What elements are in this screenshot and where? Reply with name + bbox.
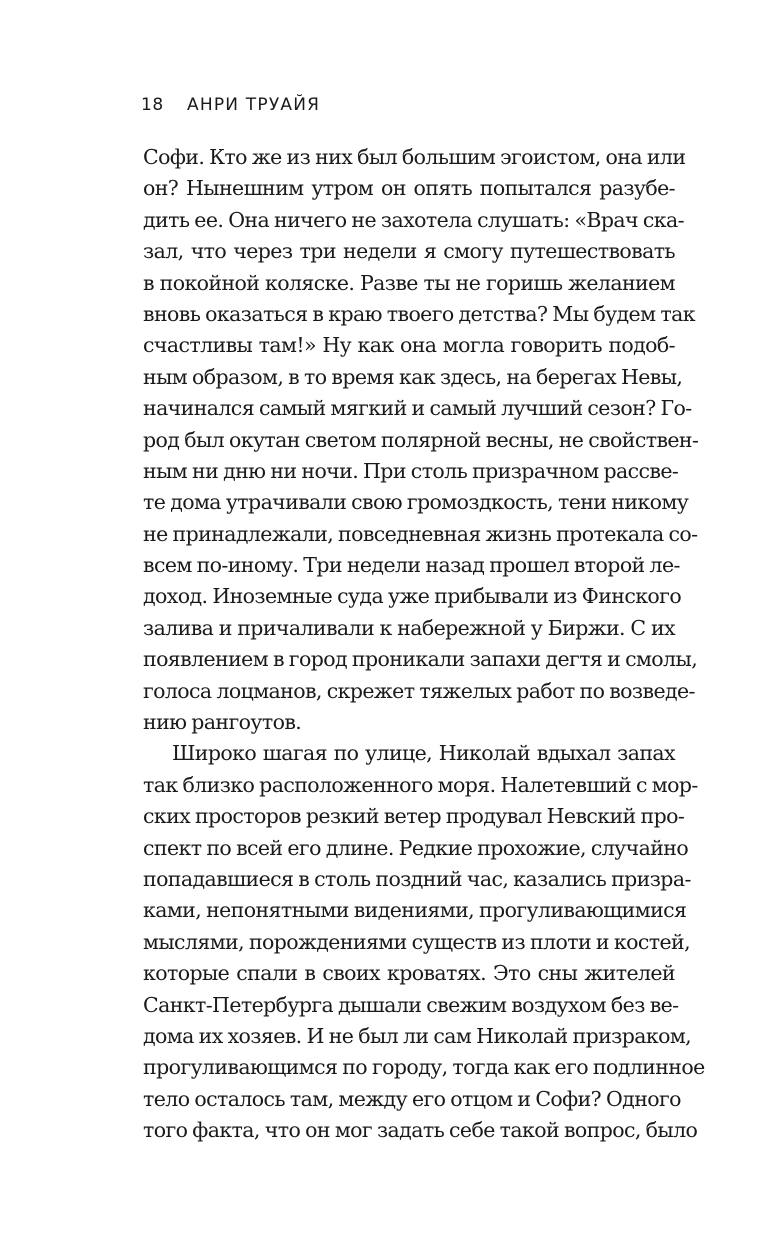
paragraph <box>143 738 705 1146</box>
text-line: дома их хозяев. И не был ли сам Николай призраком, <box>143 1023 692 1048</box>
text-line: ских просторов резкий ветер продувал Невский про- <box>143 804 685 829</box>
text-line: Широко шагая по улице, Николай вдыхал запах <box>172 741 675 766</box>
text-line: счастливы там!» Ну как она могла говорить подоб- <box>143 333 675 358</box>
text-line: ками, непонятными видениями, прогуливающимися <box>143 898 687 923</box>
text-line: тело осталось там, между его отцом и Софи? Одного <box>143 1086 681 1111</box>
author-name: АНРИ ТРУАЙЯ <box>187 95 321 115</box>
text-line: вновь оказаться в краю твоего детства? Мы будем так <box>143 301 695 326</box>
text-line: ным образом, в то время как здесь, на берегах Невы, <box>143 364 683 389</box>
text-line: те дома утрачивали свою громоздкость, тени никому <box>143 490 689 515</box>
text-line: прогуливающимся по городу, тогда как его подлинное <box>143 1055 705 1080</box>
text-line: ным ни дню ни ночи. При столь призрачном рассве- <box>143 458 679 483</box>
text-line: доход. Иноземные суда уже прибывали из Финского <box>143 584 682 609</box>
text-line: начинался самый мягкий и самый лучший сезон? Го- <box>143 396 692 421</box>
text-line: не принадлежали, повседневная жизнь протекала со- <box>143 521 698 546</box>
page-number: 18 <box>141 95 164 115</box>
body-text <box>143 142 705 1147</box>
text-line: в покойной коляске. Разве ты не горишь желанием <box>143 270 675 295</box>
text-line: мыслями, порождениями существ из плоти и костей, <box>143 929 690 954</box>
text-line: дить ее. Она ничего не захотела слушать: «Врач ска- <box>143 207 684 232</box>
text-line: нию рангоутов. <box>143 710 302 735</box>
text-line: зал, что через три недели я смогу путешествовать <box>143 239 675 264</box>
text-line: залива и причаливали к набережной у Биржи. С их <box>143 615 675 640</box>
text-line: спект по всей его длине. Редкие прохожие, случайно <box>143 835 689 860</box>
text-line: голоса лоцманов, скрежет тяжелых работ по возведе- <box>143 678 695 703</box>
text-line: попадавшиеся в столь поздний час, казались призра- <box>143 866 691 891</box>
text-line: он? Нынешним утром он опять попытался разубе- <box>143 176 675 201</box>
text-line: род был окутан светом полярной весны, не свойствен- <box>143 427 699 452</box>
text-line: так близко расположенного моря. Налетевший с мор- <box>143 772 698 797</box>
text-line: всем по-иному. Три недели назад прошел второй ле- <box>143 553 680 578</box>
text-line: того факта, что он мог задать себе такой вопрос, было <box>143 1118 698 1143</box>
text-line: Санкт-Петербурга дышали свежим воздухом без ве- <box>143 992 679 1017</box>
text-line: которые спали в своих кроватях. Это сны жителей <box>143 961 675 986</box>
text-line: Софи. Кто же из них был большим эгоистом, она или <box>143 145 686 169</box>
paragraph <box>143 142 699 738</box>
running-head <box>141 95 320 115</box>
text-line: появлением в город проникали запахи дегтя и смолы, <box>143 647 698 672</box>
